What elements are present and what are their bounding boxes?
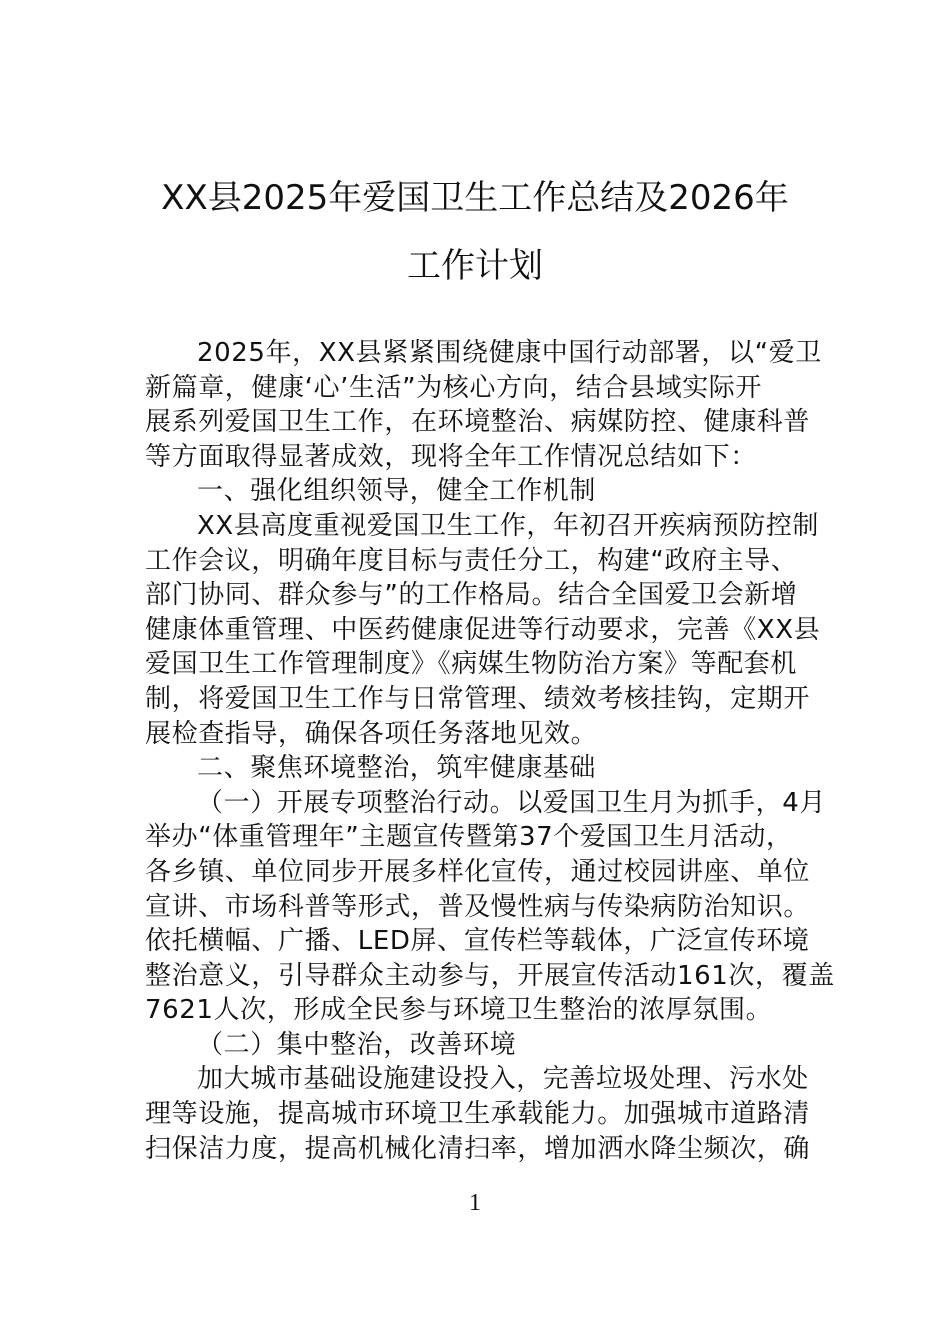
page-number: 1 — [469, 1190, 481, 1216]
body-text-line: 健康体重管理、中医药健康促进等行动要求，完善《XX县 — [145, 614, 821, 645]
body-text-line: 制，将爱国卫生工作与日常管理、绩效考核挂钩，定期开 — [145, 683, 811, 714]
body-text-line: 扫保洁力度，提高机械化清扫率，增加洒水降尘频次，确 — [145, 1133, 811, 1164]
body-text-line: 爱国卫生工作管理制度》《病媒生物防治方案》等配套机 — [145, 649, 798, 680]
body-text-line: （一）开展专项整治行动。以爱国卫生月为抓手，4月 — [197, 787, 826, 818]
body-text-line: 一、强化组织领导，健全工作机制 — [197, 476, 597, 507]
body-text-line: 展系列爱国卫生工作，在环境整治、病媒防控、健康科普 — [145, 407, 811, 438]
body-text-line: 2025年，XX县紧紧围绕健康中国行动部署，以“爱卫 — [197, 338, 822, 368]
body-text-line: 部门协同、群众参与”的工作格局。结合全国爱卫会新增 — [145, 580, 798, 611]
title-line-1: XX县2025年爱国卫生工作总结及2026年 — [161, 178, 789, 218]
title-line-2: 工作计划 — [407, 246, 543, 286]
body-text-line: 理等设施，提高城市环境卫生承载能力。加强城市道路清 — [145, 1099, 811, 1130]
body-text-line: 各乡镇、单位同步开展多样化宣传，通过校园讲座、单位 — [145, 856, 811, 887]
body-text-line: 宣讲、市场科普等形式，普及慢性病与传染病防治知识。 — [145, 891, 811, 922]
body-text-line: 工作会议，明确年度目标与责任分工，构建“政府主导、 — [145, 545, 798, 576]
body-text-line: 新篇章，健康‘心’生活”为核心方向，结合县域实际开 — [145, 372, 762, 403]
document-title — [0, 164, 950, 300]
body-text-line: 等方面取得显著成效，现将全年工作情况总结如下： — [145, 441, 757, 472]
body-text-line: （二）集中整治，改善环境 — [197, 1029, 517, 1060]
body-text-line: XX县高度重视爱国卫生工作，年初召开疾病预防控制 — [197, 510, 820, 541]
body-text-line: 7621人次，形成全民参与环境卫生整治的浓厚氛围。 — [145, 995, 773, 1026]
body-text-line: 依托横幅、广播、LED屏、宣传栏等载体，广泛宣传环境 — [145, 926, 810, 957]
body-text-line: 举办“体重管理年”主题宣传暨第37个爱国卫生月活动， — [145, 822, 793, 853]
body-text-line: 加大城市基础设施建设投入，完善垃圾处理、污水处 — [197, 1064, 809, 1095]
document-body — [145, 336, 835, 1166]
body-text-line: 二、聚焦环境整治，筑牢健康基础 — [197, 753, 597, 784]
body-text-line: 整治意义，引导群众主动参与，开展宣传活动161次，覆盖 — [145, 960, 835, 991]
body-text-line: 展检查指导，确保各项任务落地见效。 — [145, 718, 598, 749]
